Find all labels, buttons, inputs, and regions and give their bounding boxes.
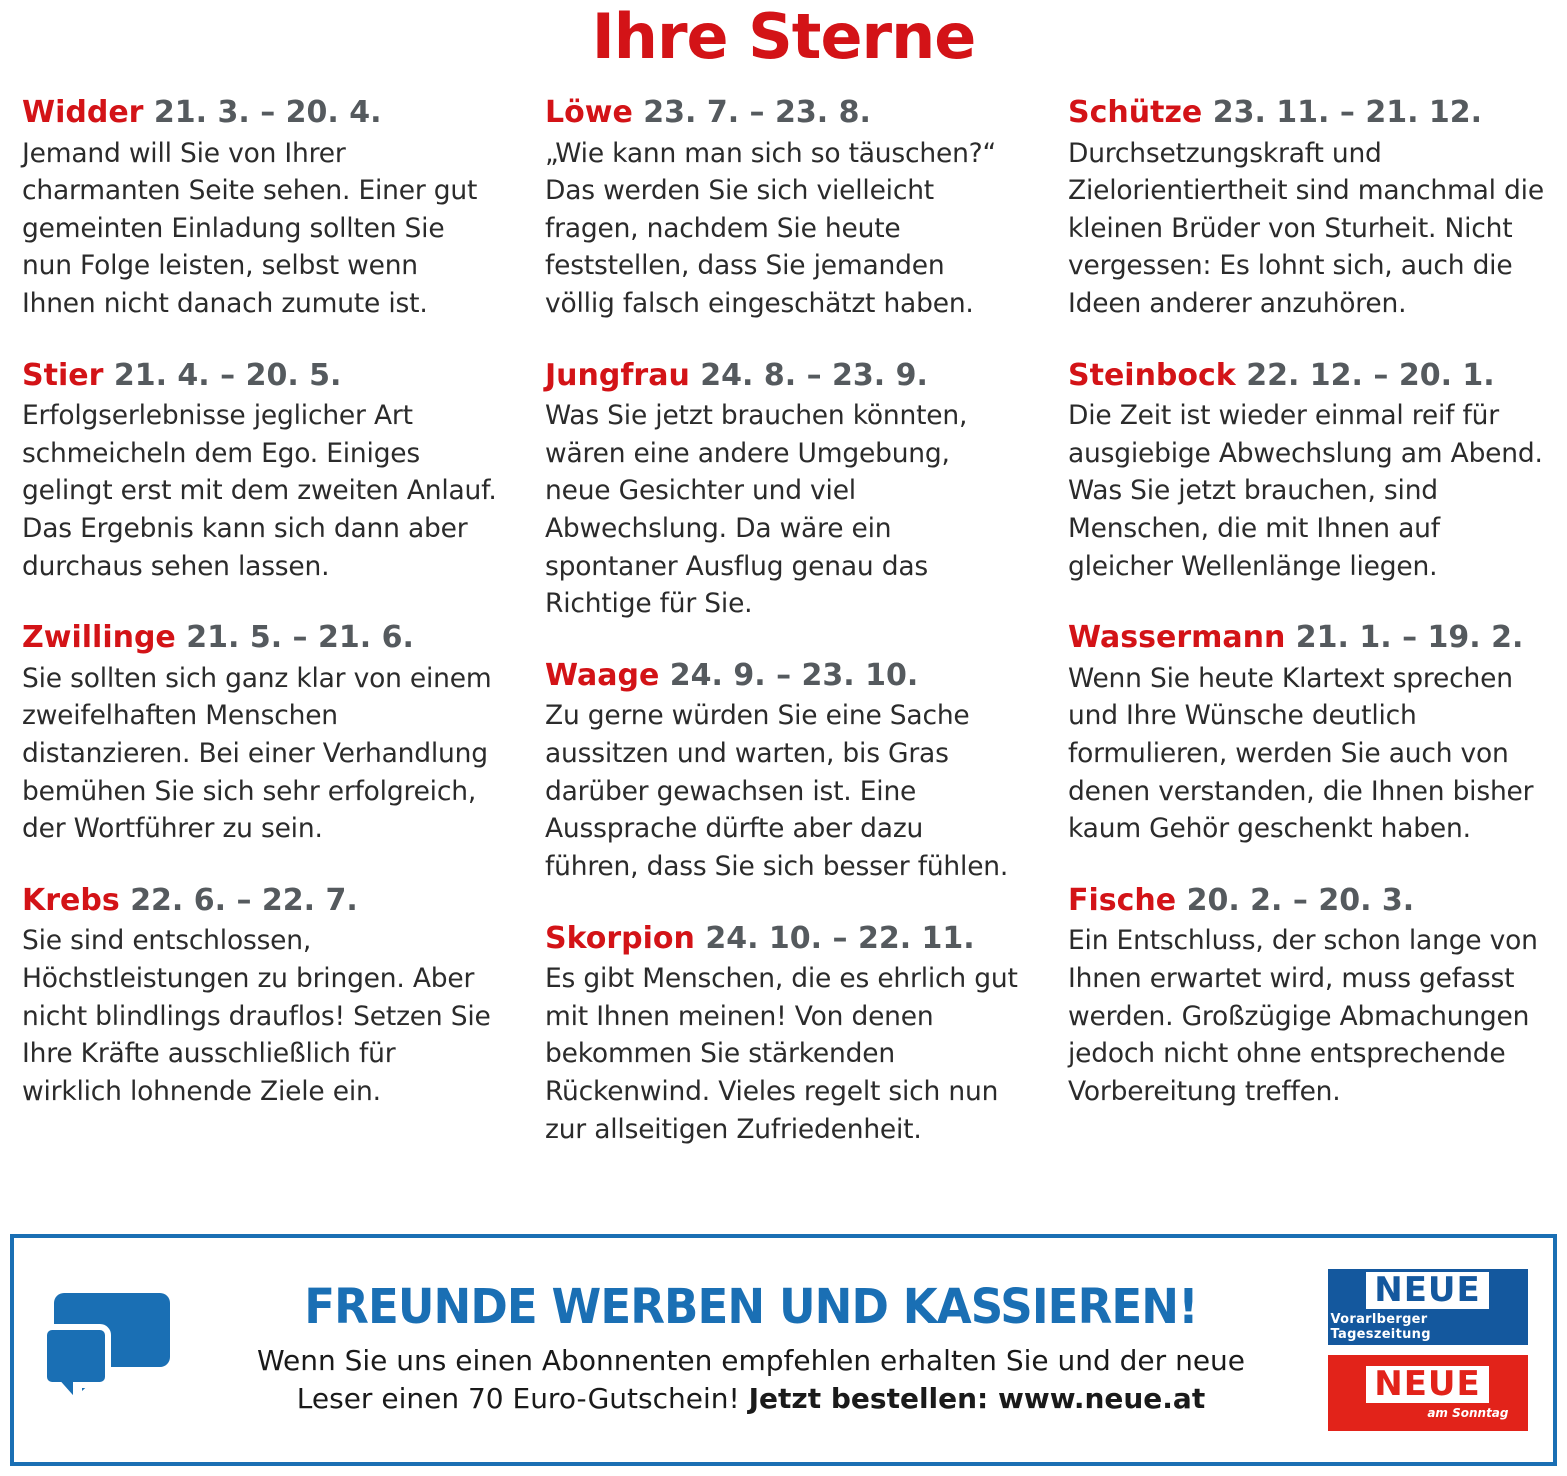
promo-banner[interactable]: [10, 1234, 1557, 1466]
sign-text: Es gibt Menschen, die es ehrlich gut mit Ihnen meinen! Von denen bekommen Sie stärkenden Rückenwind. Vieles regelt sich nun zur allseitigen Zufriedenheit.: [545, 963, 1018, 1145]
sign-dates: 21. 4. – 20. 5.: [113, 357, 342, 393]
sign-dates: 20. 2. – 20. 3.: [1186, 882, 1415, 918]
sign-heading: [545, 96, 1022, 131]
sign-name: Steinbock: [1068, 357, 1236, 393]
sign-dates: 21. 3. – 20. 4.: [153, 95, 382, 130]
sign-text: Die Zeit ist wieder einmal reif für ausgiebige Abwechslung am Abend. Was Sie jetzt brauchen, sind Menschen, die mit Ihnen auf gleicher Wellenlänge liegen.: [1068, 400, 1543, 582]
sign-text: Durchsetzungskraft und Zielorientiertheit sind manchmal die kleinen Brüder von Sturheit. Nicht vergessen: Es lohnt sich, auch die Ideen anderer anzuhören.: [1068, 137, 1544, 319]
sign-dates: 22. 12. – 20. 1.: [1246, 357, 1495, 393]
horoscope-columns: [22, 96, 1545, 1148]
sign-heading: [22, 884, 499, 919]
sign-text: „Wie kann man sich so täuschen?“ Das werden Sie sich vielleicht fragen, nachdem Sie heute feststellen, dass Sie jemanden völlig falsch eingeschätzt haben.: [545, 137, 997, 319]
sign-dates: 21. 5. – 21. 6.: [186, 620, 414, 656]
sign-text: Jemand will Sie von Ihrer charmanten Seite sehen. Einer gut gemeinten Einladung sollten Sie nun Folge leisten, selbst wenn Ihnen nicht danach zumute ist.: [22, 137, 478, 319]
sign-name: Waage: [545, 657, 660, 693]
sign-text: Sie sollten sich ganz klar von einem zweifelhaften Menschen distanzieren. Bei einer Verhandlung bemühen Sie sich sehr erfolgreich, der Wortführer zu sein.: [22, 662, 492, 845]
logo-neue-tageszeitung: [1328, 1269, 1528, 1345]
sign-text: Zu gerne würden Sie eine Sache aussitzen und warten, bis Gras darüber gewachsen ist. Eine Aussprache dürfte aber dazu führen, dass Sie sich besser fühlen.: [545, 700, 1009, 882]
sign-widder: [22, 96, 499, 323]
sign-text: Sie sind entschlossen, Höchstleistungen zu bringen. Aber nicht blindlings drauflos! Setzen Sie Ihre Kräfte ausschließlich für wirklich lohnende Ziele ein.: [22, 925, 491, 1107]
sign-name: Widder: [22, 95, 144, 130]
promo-headline: FREUNDE WERBEN UND KASSIEREN!: [304, 1279, 1198, 1335]
promo-text-block: [182, 1279, 1320, 1418]
sign-heading: [1068, 621, 1545, 656]
sign-zwillinge: [22, 621, 499, 848]
sign-schuetze: [1068, 96, 1545, 323]
sign-dates: 23. 11. – 21. 12.: [1212, 95, 1483, 130]
sign-stier: [22, 359, 499, 586]
sign-text: Erfolgserlebnisse jeglicher Art schmeicheln dem Ego. Einiges gelingt erst mit dem zweiten Anlauf. Das Ergebnis kann sich dann aber durchaus sehen lassen.: [22, 400, 497, 582]
sign-text: Ein Entschluss, der schon lange von Ihnen erwartet wird, muss gefasst werden. Großzügige Abmachungen jedoch nicht ohne entsprechende Vorbereitung treffen.: [1068, 925, 1538, 1107]
logo-neue-am-sonntag: [1328, 1355, 1528, 1431]
speech-bubble-icon: [32, 1285, 182, 1415]
sign-heading: [22, 621, 499, 656]
logo-subtitle: Vorarlberger Tageszeitung: [1330, 1312, 1431, 1342]
promo-line-2: [192, 1380, 1310, 1418]
sign-dates: 22. 6. – 22. 7.: [130, 882, 358, 918]
page-title: Ihre Sterne: [591, 0, 976, 73]
sign-waage: [545, 659, 1022, 886]
sign-heading: [1068, 884, 1545, 919]
sign-name: Stier: [22, 357, 104, 393]
sign-name: Zwillinge: [22, 620, 176, 656]
sign-text: Was Sie jetzt brauchen könnten, wären eine andere Umgebung, neue Gesichter und viel Abwechslung. Da wäre ein spontaner Ausflug genau das Richtige für Sie.: [545, 400, 968, 620]
sign-dates: 21. 1. – 19. 2.: [1295, 620, 1524, 656]
sign-heading: [545, 659, 1022, 694]
sign-steinbock: [1068, 359, 1545, 586]
sign-name: Krebs: [22, 882, 120, 918]
sign-heading: [22, 96, 499, 131]
sign-wassermann: [1068, 621, 1545, 848]
column-1: [22, 96, 499, 1111]
sign-jungfrau: [545, 359, 1022, 623]
column-2: [545, 96, 1022, 1148]
logo-wordmark: NEUE: [1366, 1272, 1489, 1309]
sign-dates: 24. 9. – 23. 10.: [669, 657, 919, 693]
promo-logos: [1320, 1269, 1535, 1431]
sign-dates: 23. 7. – 23. 8.: [643, 95, 871, 130]
sign-dates: 24. 8. – 23. 9.: [700, 357, 928, 393]
logo-subtitle: am Sonntag: [1427, 1406, 1509, 1420]
sign-heading: [22, 359, 499, 394]
promo-line-1: Wenn Sie uns einen Abonnenten empfehlen erhalten Sie und der neue: [256, 1344, 1246, 1378]
sign-krebs: [22, 884, 499, 1111]
sign-fische: [1068, 884, 1545, 1111]
sign-dates: 24. 10. – 22. 11.: [705, 920, 975, 956]
sign-heading: [545, 922, 1022, 957]
sign-name: Skorpion: [545, 920, 695, 956]
promo-cta-link[interactable]: Jetzt bestellen: www.neue.at: [748, 1382, 1206, 1416]
sign-loewe: [545, 96, 1022, 323]
sign-name: Löwe: [545, 95, 633, 130]
sign-name: Fische: [1068, 882, 1177, 918]
sign-name: Jungfrau: [545, 357, 690, 393]
sign-name: Wassermann: [1068, 620, 1286, 656]
sign-heading: [1068, 96, 1545, 131]
sign-skorpion: [545, 922, 1022, 1149]
sign-heading: [545, 359, 1022, 394]
sign-name: Schütze: [1068, 95, 1203, 130]
promo-line-2-prefix: Leser einen 70 Euro-Gutschein!: [296, 1382, 749, 1416]
column-3: [1068, 96, 1545, 1111]
sign-heading: [1068, 359, 1545, 394]
logo-wordmark: NEUE: [1366, 1366, 1489, 1403]
sign-text: Wenn Sie heute Klartext sprechen und Ihre Wünsche deutlich formulieren, werden Sie auch von denen verstanden, die Ihnen bisher kaum Gehör geschenkt haben.: [1068, 662, 1534, 845]
